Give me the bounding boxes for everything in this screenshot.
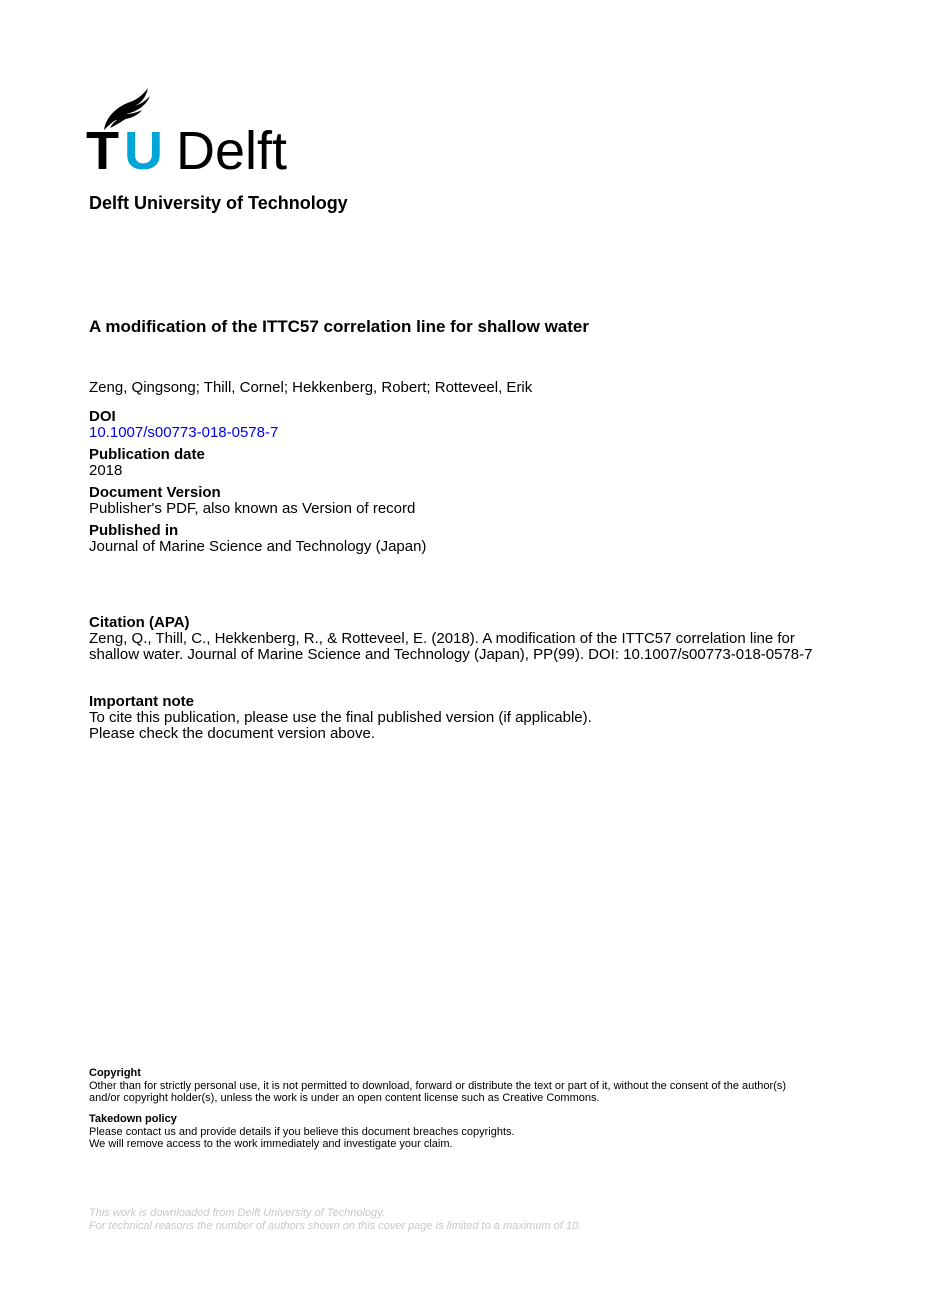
important-note-line: Please check the document version above. xyxy=(89,725,376,742)
tudelft-logo xyxy=(86,88,306,181)
logo-letter-u: U xyxy=(124,121,163,181)
copyright-label: Copyright xyxy=(89,1067,141,1079)
takedown-policy-block xyxy=(89,1113,809,1151)
published-in-value: Journal of Marine Science and Technology (Japan) xyxy=(89,538,427,555)
download-footer xyxy=(89,1207,809,1232)
paper-title: A modification of the ITTC57 correlation line for shallow water xyxy=(89,317,589,336)
document-version-label: Document Version xyxy=(89,484,221,501)
important-note-line: To cite this publication, please use the final published version (if applicable). xyxy=(89,709,592,726)
authors: Zeng, Qingsong; Thill, Cornel; Hekkenberg, Robert; Rotteveel, Erik xyxy=(89,379,533,396)
footer-line: For technical reasons the number of authors shown on this cover page is limited to a maximum of 10. xyxy=(89,1219,582,1232)
copyright-text: Other than for strictly personal use, it is not permitted to download, forward or distribute the text or part of it, without the consent of the author(s) and/or copyright holder(s), unless the work is under an open content license such as Creative Commons. xyxy=(89,1079,787,1104)
logo-letter-t: T xyxy=(86,121,119,181)
published-in-label: Published in xyxy=(89,522,179,539)
important-note-block xyxy=(89,694,837,742)
takedown-policy-line: Please contact us and provide details if you believe this document breaches copyrights. xyxy=(89,1125,515,1138)
doi-value xyxy=(89,425,849,441)
metadata-block xyxy=(89,409,849,561)
copyright-block xyxy=(89,1067,809,1105)
takedown-policy-line: We will remove access to the work immediately and investigate your claim. xyxy=(89,1138,453,1150)
publication-date-label: Publication date xyxy=(89,446,205,463)
citation-label: Citation (APA) xyxy=(89,614,190,631)
logo-word-delft: Delft xyxy=(176,121,288,181)
important-note-label: Important note xyxy=(89,693,194,710)
doi-label: DOI xyxy=(89,408,116,425)
footer-line: This work is downloaded from Delft University of Technology. xyxy=(89,1207,385,1219)
citation-block xyxy=(89,615,837,663)
doi-link[interactable]: 10.1007/s00773-018-0578-7 xyxy=(89,424,279,441)
document-version-value: Publisher's PDF, also known as Version of record xyxy=(89,500,416,517)
publication-date-value: 2018 xyxy=(89,462,123,479)
citation-text: Zeng, Q., Thill, C., Hekkenberg, R., & Rotteveel, E. (2018). A modification of the ITTC57 correlation line for shallow water. Journal of Marine Science and Technology (Japan), PP(99). DOI: 10.1007/s00773-018-0578-7 xyxy=(89,630,813,663)
institution-name: Delft University of Technology xyxy=(89,193,348,213)
takedown-policy-label: Takedown policy xyxy=(89,1113,177,1125)
